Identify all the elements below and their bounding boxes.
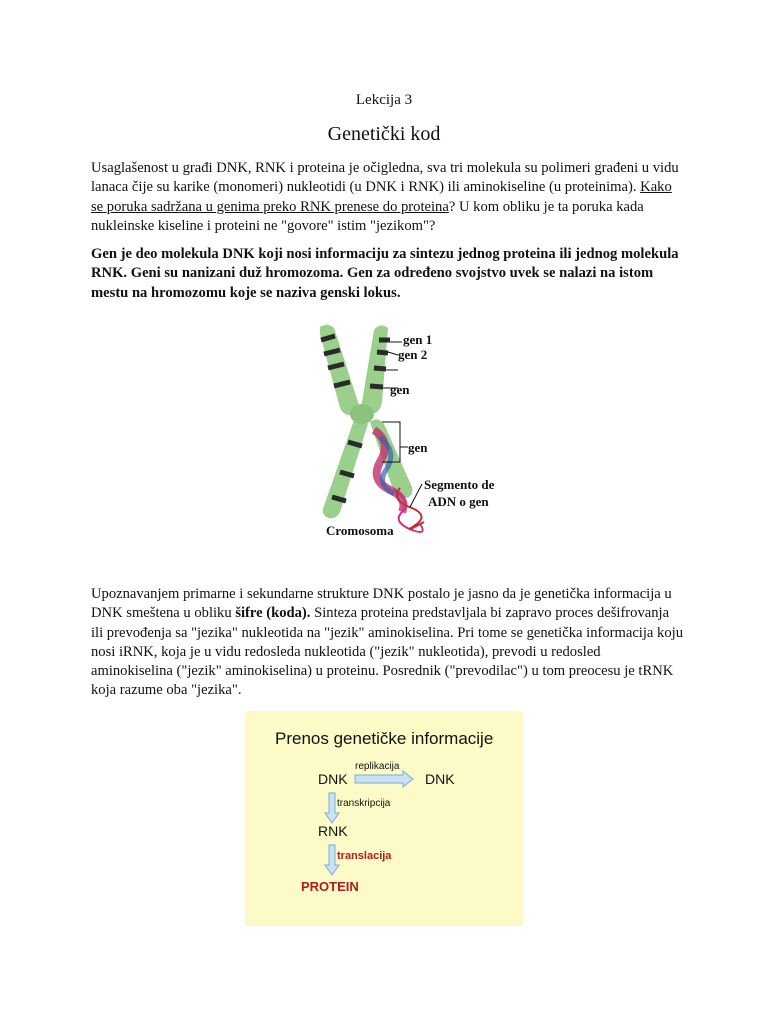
information-flow-figure: [245, 711, 523, 926]
intro-text-2: ? U kom obliku je ta poruka kada nukleinske kiseline i proteini ne "govore" istim "jezikom"?: [91, 198, 644, 234]
label-gen-1: gen 1: [403, 332, 433, 347]
code-text-2: Sinteza proteina predstavljala bi zapravo proces dešifrovanja ili prevođenja sa "jezika" nukleotida na "jezik" aminokiselina. Pri tome se genetička informacija koju nosi iRNK, koja je u vidu redosleda nukleotida ("jezik" nukleotida), prevodi u redosled aminokiselina ("jezik" aminokiselina) u proteinu. Posrednik ("prevodilac") u tom preocesu je tRNK koja razume oba "jezika".: [91, 605, 683, 699]
page-title: Genetički kod: [327, 123, 441, 145]
intro-underlined-question: Kako se poruka sadržana u genima preko RNK prenese do proteina: [91, 179, 672, 215]
chromosome-figure: [262, 312, 512, 562]
genetic-code-paragraph: [91, 585, 683, 701]
label-segment-line-1: Segmento de: [424, 477, 495, 492]
dnk-left-label: DNK: [318, 771, 348, 787]
lesson-label: Lekcija 3: [355, 92, 413, 108]
intro-text-1: Usaglašenost u građi DNK, RNK i proteina je očigledna, sva tri molekula su polimeri građeni u vidu lanaca čije su karike (monomeri) nukleotidi (u DNK i RNK) ili aminokiseline (u proteinima).: [91, 160, 679, 196]
replication-label: replikacija: [355, 761, 400, 772]
dnk-right-label: DNK: [425, 771, 455, 787]
label-chromosome-caption: Cromosoma: [326, 523, 394, 538]
flow-title: Prenos genetičke informacije: [275, 729, 494, 748]
label-gen-2: gen 2: [398, 347, 428, 362]
intro-paragraph: [91, 159, 683, 236]
label-segment-line-2: ADN o gen: [428, 494, 489, 509]
code-bold-term: šifre (koda).: [235, 605, 311, 622]
replication-arrow: [355, 771, 413, 787]
translation-label: translacija: [337, 850, 392, 862]
transcription-label: transkripcija: [337, 798, 391, 809]
label-gen-4: gen: [408, 440, 428, 455]
gene-definition-paragraph: Gen je deo molekula DNK koji nosi informaciju za sintezu jednog proteina ili jednog molekula RNK. Geni su nanizani duž hromozoma. Gen za određeno svojstvo uvek se nalazi na istom mestu na hromozomu koje se naziva genski lokus.: [91, 246, 679, 301]
code-text-1: Upoznavanjem primarne i sekundarne strukture DNK postalo je jasno da je genetička informacija u DNK smeštena u obliku: [91, 586, 672, 622]
label-gen-3: gen: [390, 382, 410, 397]
protein-label: PROTEIN: [301, 879, 359, 894]
rnk-label: RNK: [318, 823, 348, 839]
